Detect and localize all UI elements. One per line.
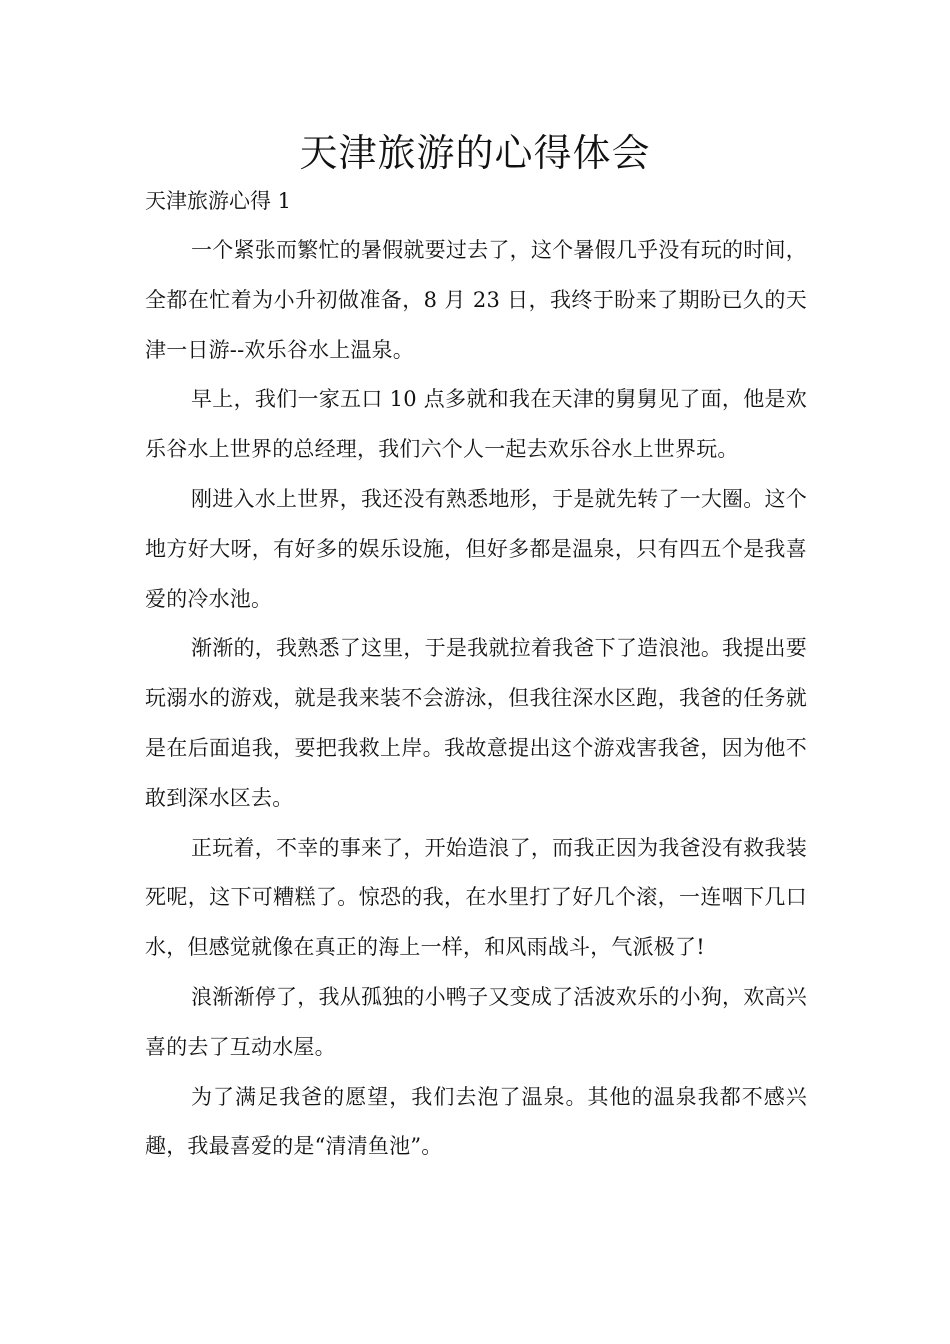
paragraph-2: 早上，我们一家五口 10 点多就和我在天津的舅舅见了面，他是欢乐谷水上世界的总经理，我们六个人一起去欢乐谷水上世界玩。 — [145, 387, 807, 462]
paragraph-3: 刚进入水上世界，我还没有熟悉地形，于是就先转了一大圈。这个地方好大呀，有好多的娱乐设施，但好多都是温泉，只有四五个是我喜爱的冷水池。 — [145, 486, 807, 611]
document-subtitle: 天津旅游心得 1 — [145, 189, 292, 213]
document-body — [145, 226, 807, 1172]
paragraph-1: 一个紧张而繁忙的暑假就要过去了，这个暑假几乎没有玩的时间，全都在忙着为小升初做准备，8 月 23 日，我终于盼来了期盼已久的天津一日游--欢乐谷水上温泉。 — [145, 238, 807, 362]
paragraph-5: 正玩着，不幸的事来了，开始造浪了，而我正因为我爸没有救我装死呢，这下可糟糕了。惊恐的我，在水里打了好几个滚，一连咽下几口水，但感觉就像在真正的海上一样，和风雨战斗，气派极了! — [145, 835, 807, 960]
document-title: 天津旅游的心得体会 — [299, 131, 651, 175]
paragraph-6: 浪渐渐停了，我从孤独的小鸭子又变成了活波欢乐的小狗，欢高兴喜的去了互动水屋。 — [145, 984, 807, 1059]
paragraph-4: 渐渐的，我熟悉了这里，于是我就拉着我爸下了造浪池。我提出要玩溺水的游戏，就是我来装不会游泳，但我往深水区跑，我爸的任务就是在后面追我，要把我救上岸。我故意提出这个游戏害我爸，因为他不敢到深水区去。 — [145, 636, 807, 810]
paragraph-7: 为了满足我爸的愿望，我们去泡了温泉。其他的温泉我都不感兴趣，我最喜爱的是“清清鱼池”。 — [145, 1084, 807, 1159]
